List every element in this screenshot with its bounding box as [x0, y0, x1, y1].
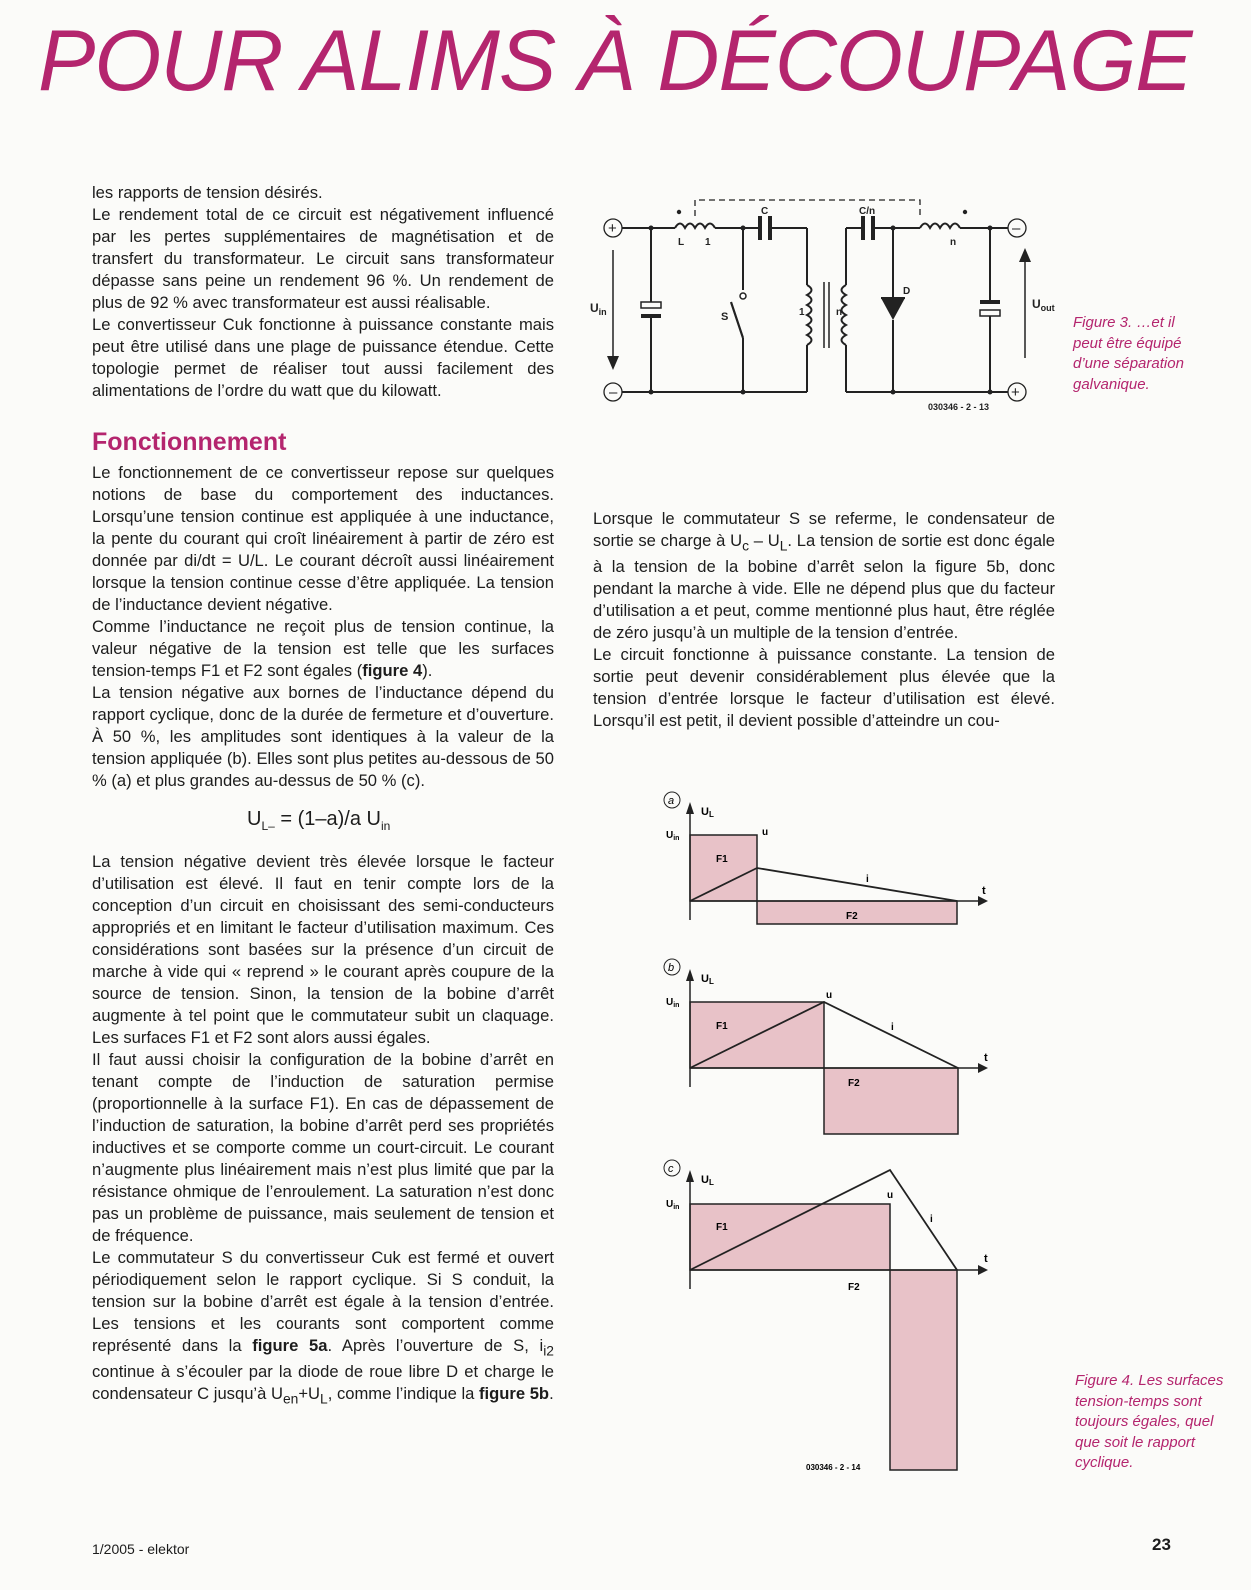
minus-terminal: –	[1012, 220, 1021, 237]
figure-code: 030346 - 2 - 14	[806, 1463, 861, 1472]
label-uout: $U_{out}$	[1032, 297, 1055, 313]
label-uin: $U_{in}$	[590, 301, 607, 317]
label-i: i	[866, 874, 869, 885]
label-D: D	[903, 286, 911, 297]
figure-3-caption: Figure 3. …et il peut être équipé d’une séparation galvanique.	[1073, 314, 1184, 393]
label-F1: F1	[716, 1021, 728, 1032]
label-ul: UL	[701, 1174, 714, 1187]
label-t: t	[984, 1253, 988, 1265]
label-u: u	[887, 1190, 894, 1201]
figure-code: 030346 - 2 - 13	[928, 402, 990, 412]
label-a: a	[668, 795, 675, 807]
label-ul: UL	[701, 973, 714, 986]
diagram-a	[664, 792, 988, 924]
paragraph: Le rendement total de ce circuit est négativement influencé par les pertes supplémentaires de magnétisation et de transfert du transformateur. Le circuit sans transformateur dépasse sans peine un rendement 96 %. Un rendement de plus de 92 % avec transformateur est aussi réalisable.	[92, 205, 554, 312]
paragraph: Il faut aussi choisir la configuration de la bobine d’arrêt en tenant compte de l’induction de saturation permise (proportionnelle à la surface F1). En cas de dépassement de l’induction de saturation, la bobine d’arrêt perd ses propriétés inductives et se comporte comme un court-circuit. Le courant n’augmente plus linéairement mais n’est plus limité que par la résistance ohmique de l’enroulement. La saturation n’est donc pas un problème de puissance, mais seulement de tension et de fréquence.	[92, 1050, 554, 1245]
plus-terminal: +	[1011, 384, 1020, 401]
right-column	[593, 508, 1055, 732]
label-F2: F2	[848, 1078, 860, 1089]
paragraph: Lorsque le commutateur S se referme, le condensateur de sortie se charge à $U_c - U_L$. La tension de sortie est donc égale à la tension de la bobine d’arrêt selon la figure 5b, donc pendant la marche à vide. Elle ne dépend plus que du facteur d’utilisation a et peut, comme mentionné plus haut, être réglée de zéro jusqu’à un multiple de la tension d’entrée.	[593, 509, 1055, 643]
label-F1: F1	[716, 854, 728, 865]
label-i: i	[891, 1022, 894, 1033]
paragraph: La tension négative devient très élevée lorsque le facteur d’utilisation est élevé. Il faut en tenir compte lors de la conception d’un circuit en choisissant des semi-conducteurs appropriés et en limitant le facteur d’utilisation maximum. Ces considérations sont basées sur la présence d’un circuit de marche à vide qui « reprend » le courant après coupure de la source de tension. Sinon, la tension de la bobine d’arrêt augmente à tel point que le commutateur subit un claquage. Les surfaces F1 et F2 sont alors aussi égales.	[92, 852, 554, 1047]
label-n: n	[836, 307, 843, 318]
label-F2: F2	[846, 911, 858, 922]
label-u: u	[762, 827, 769, 838]
page-headline: POUR ALIMS À DÉCOUPAGE	[38, 13, 1192, 109]
formula: $U_{L-} = (1-a)/a$ $U_{in}$	[247, 808, 391, 833]
diagram-b	[664, 959, 988, 1134]
paragraph: les rapports de tension désirés.	[92, 183, 323, 202]
label-u: u	[826, 990, 833, 1001]
label-L: L	[678, 237, 685, 248]
paragraph: Le convertisseur Cuk fonctionne à puissance constante mais peut être utilisé dans une plage de puissance étendue. Cette topologie permet de réaliser tout aussi facilement des alimentations de l’ordre du watt que du kilowatt.	[92, 315, 554, 400]
page-number: 23	[1152, 1535, 1171, 1554]
minus-terminal: –	[609, 384, 618, 401]
label-i: i	[930, 1214, 933, 1225]
figure-4-caption: Figure 4. Les surfaces tension-temps sont toujours égales, quel que soit le rapport cyclique.	[1075, 1372, 1224, 1471]
label-1: 1	[705, 237, 711, 248]
footer-issue: 1/2005 - elektor	[92, 1541, 190, 1557]
plus-terminal: +	[608, 220, 617, 237]
label-F2: F2	[848, 1282, 860, 1293]
label-C: C	[761, 206, 769, 217]
paragraph: Le commutateur S du convertisseur Cuk est fermé et ouvert périodiquement selon le rapport cyclique. Si S conduit, la tension sur la bobine d’arrêt est égale à la tension d’entrée. Les tensions et les courants sont comportent comme représenté dans la figure 5a. Après l’ouverture de S, $i_{i2}$ continue à s’écouler par la diode de roue libre D et charge le condensateur C jusqu’à $U_{en}+U_L$, comme l’indique la figure 5b.	[92, 1248, 554, 1407]
figure-ref: figure 5b	[479, 1384, 550, 1404]
figure-ref: figure 5a	[252, 1336, 328, 1355]
label-t: t	[982, 885, 986, 897]
paragraph: Comme l’inductance ne reçoit plus de tension continue, la valeur négative de la tension est telle que les surfaces tension-temps F1 et F2 sont égales (figure 4).	[92, 617, 554, 680]
label-Cn: C/n	[859, 206, 876, 217]
label-F1: F1	[716, 1222, 728, 1233]
label-b: b	[668, 962, 675, 974]
label-S: S	[721, 311, 729, 323]
paragraph: Le circuit fonctionne à puissance constante. La tension de sortie peut devenir considérablement plus élevée que la tension d’entrée lorsque le facteur d’utilisation est élevé. Lorsqu’il est petit, il devient possible d’atteindre un cou-	[593, 645, 1055, 731]
label-1: 1	[799, 307, 805, 318]
label-c: c	[668, 1163, 674, 1175]
label-uin: $U_{in}$	[666, 830, 680, 842]
label-t: t	[984, 1052, 988, 1064]
left-column	[92, 182, 554, 1410]
label-uin: $U_{in}$	[666, 997, 680, 1009]
figure-ref: figure 4	[362, 661, 423, 680]
figure-4-diagrams	[660, 790, 1000, 1475]
paragraph: La tension négative aux bornes de l’inductance dépend du rapport cyclique, donc de la durée de fermeture et d’ouverture. À 50 %, les amplitudes sont identiques à la valeur de la tension appliquée (b). Elles sont plus petites au-dessous de 50 % (a) et plus grandes au-dessus de 50 % (c).	[92, 683, 554, 790]
label-n: n	[950, 237, 957, 248]
paragraph: Le fonctionnement de ce convertisseur repose sur quelques notions de base du comportement des inductances. Lorsqu’une tension continue est appliquée à une inductance, la pente du courant qui croît linéairement à partir de zéro est donnée par di/dt = U/L. Le courant décroît aussi linéairement lorsque la tension continue cesse d’être appliquée. La tension de l’inductance devient négative.	[92, 463, 554, 614]
label-uin: $U_{in}$	[666, 1199, 680, 1211]
diagram-c	[664, 1160, 988, 1472]
section-heading: Fonctionnement	[92, 428, 287, 456]
label-ul: UL	[701, 806, 714, 819]
figure-3-schematic	[590, 190, 1065, 420]
